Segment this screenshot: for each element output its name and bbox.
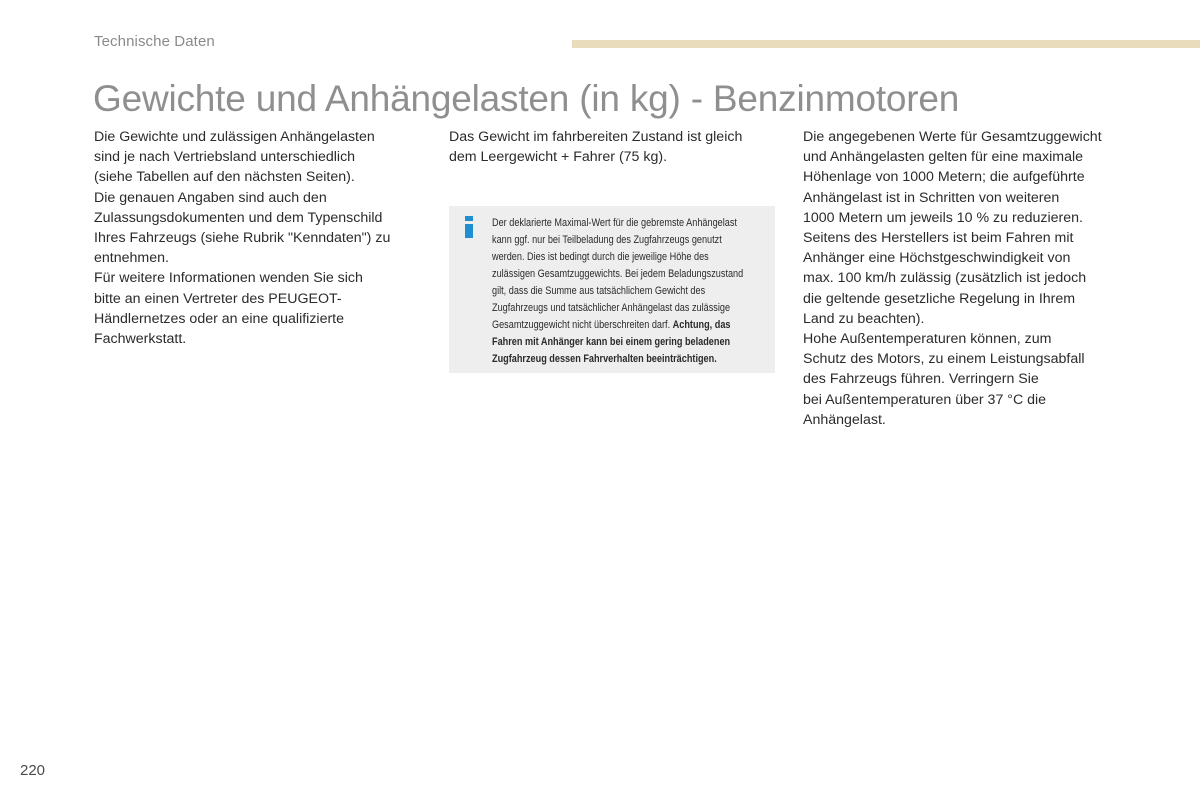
text-line: Anhängelast. — [803, 411, 886, 428]
text-line: 1000 Metern um jeweils 10 % zu reduzieren. — [803, 209, 1083, 226]
info-text — [492, 215, 766, 368]
text-line: Schutz des Motors, zu einem Leistungsabfall — [803, 351, 1085, 368]
text-line: Händlernetzes oder an eine qualifizierte — [94, 310, 345, 327]
warning-text: Achtung, das — [672, 319, 731, 331]
info-line: zulässigen Gesamtzuggewichts. Bei jedem Beladungszustand — [492, 268, 744, 280]
page-title: Gewichte und Anhängelasten (in kg) - Benzinmotoren — [93, 78, 960, 119]
text-line: Höhenlage von 1000 Metern; die aufgeführte — [803, 169, 1085, 186]
info-line: Zugfahrzeugs und tatsächlicher Anhängelast das zulässige — [492, 302, 731, 314]
text-line: die geltende gesetzliche Regelung in Ihrem — [803, 290, 1076, 307]
section-label: Technische Daten — [94, 33, 215, 50]
page-number: 220 — [20, 762, 46, 779]
text-line: Seitens des Herstellers ist beim Fahren mit — [803, 230, 1074, 247]
text-line: Die genauen Angaben sind auch den — [94, 189, 327, 206]
text-line: (siehe Tabellen auf den nächsten Seiten). — [94, 169, 355, 186]
header-rule — [572, 40, 1200, 48]
text-line: Anhänger eine Höchstgeschwindigkeit von — [803, 250, 1071, 267]
text-line: Land zu beachten). — [803, 310, 925, 327]
text-line: Anhängelast ist in Schritten von weiteren — [803, 189, 1060, 206]
text-line: Für weitere Informationen wenden Sie sich — [94, 270, 363, 287]
info-line: werden. Dies ist bedingt durch die jeweilige Höhe des — [492, 251, 709, 263]
text-line: Die angegebenen Werte für Gesamtzuggewicht — [803, 129, 1102, 145]
warning-line — [492, 334, 766, 351]
text-line: Fachwerkstatt. — [94, 331, 187, 348]
text-line: Hohe Außentemperaturen können, zum — [803, 331, 1052, 348]
text-line: bitte an einen Vertreter des PEUGEOT- — [94, 290, 342, 307]
text-line: Das Gewicht im fahrbereiten Zustand ist gleich — [449, 129, 743, 145]
text-line: sind je nach Vertriebsland unterschiedlich — [94, 149, 356, 166]
info-line-mixed — [492, 317, 766, 334]
weight-definition-column — [449, 127, 779, 167]
altitude-column — [803, 127, 1148, 430]
text-line: Die Gewichte und zulässigen Anhängelasten — [94, 129, 375, 145]
text-line: und Anhängelasten gelten für eine maximale — [803, 149, 1084, 166]
text-line: Ihres Fahrzeugs (siehe Rubrik "Kenndaten") zu — [94, 230, 391, 247]
warning-text: Fahren mit Anhänger kann bei einem gering beladenen — [492, 336, 731, 348]
text-line: bei Außentemperaturen über 37 °C die — [803, 391, 1047, 408]
info-line: Gesamtzuggewicht nicht überschreiten darf. — [492, 319, 673, 331]
info-icon — [464, 216, 474, 240]
text-line: des Fahrzeugs führen. Verringern Sie — [803, 371, 1039, 388]
info-line: kann ggf. nur bei Teilbeladung des Zugfahrzeugs genutzt — [492, 234, 722, 246]
info-line: gilt, dass die Summe aus tatsächlichem Gewicht des — [492, 285, 706, 297]
info-line: Der deklarierte Maximal-Wert für die gebremste Anhängelast — [492, 217, 737, 229]
text-line: Zulassungsdokumenten und dem Typenschild — [94, 209, 383, 226]
info-box — [449, 206, 775, 373]
warning-text: Zugfahrzeug dessen Fahrverhalten beeinträchtigen. — [492, 353, 717, 365]
text-line: max. 100 km/h zulässig (zusätzlich ist jedoch — [803, 270, 1087, 287]
warning-line — [492, 351, 766, 368]
text-line: dem Leergewicht + Fahrer (75 kg). — [449, 149, 668, 166]
text-line: entnehmen. — [94, 250, 169, 267]
intro-column — [94, 127, 424, 349]
